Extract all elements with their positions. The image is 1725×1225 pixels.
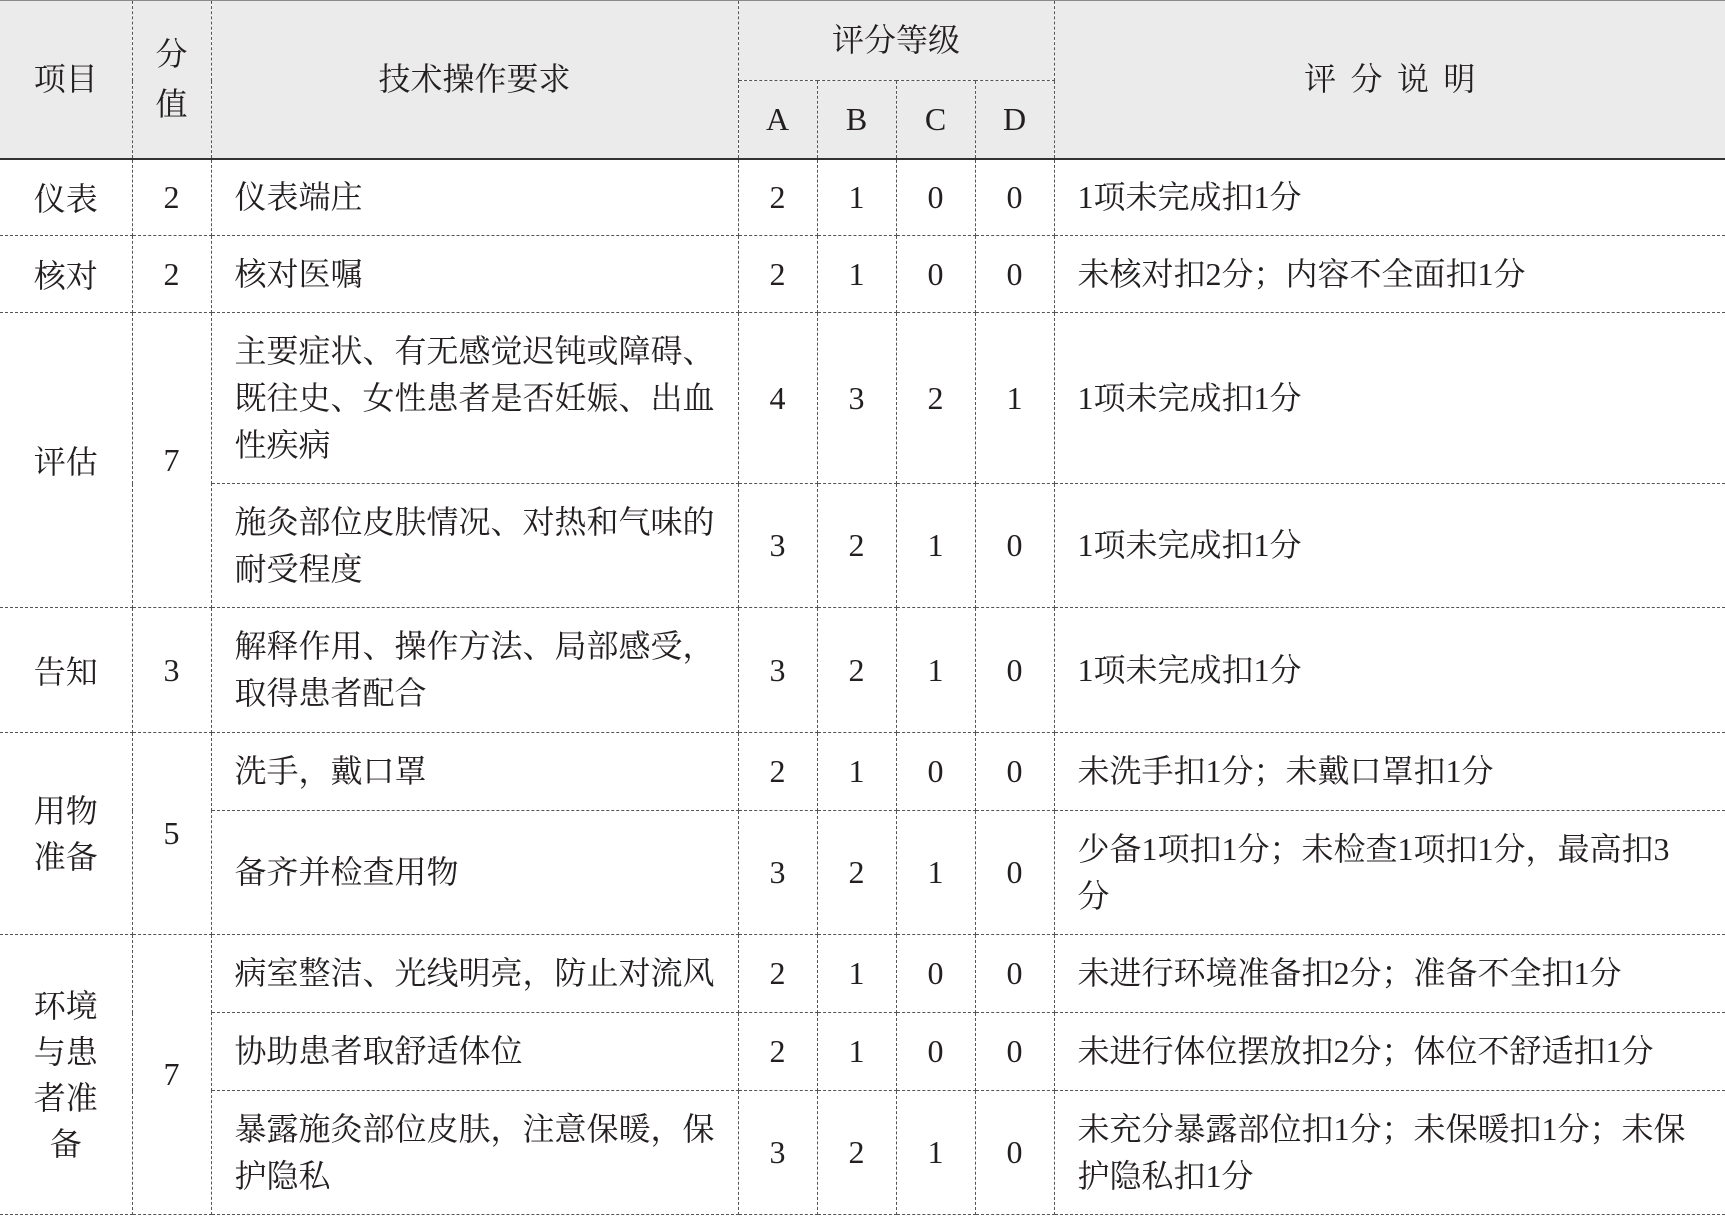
- item-label: 核对: [33, 257, 98, 294]
- table-body: [0, 159, 1725, 1215]
- header-row-top: [0, 1, 1725, 81]
- grade-a-cell: 2: [738, 1013, 817, 1091]
- grade-a-cell: 2: [738, 935, 817, 1013]
- item-label: 评估: [33, 443, 98, 480]
- requirement-cell: 核对医嘱: [211, 236, 738, 313]
- grade-c-cell: 0: [896, 733, 975, 811]
- item-cell: [0, 236, 132, 313]
- header-item: 项目: [0, 1, 132, 159]
- notes-cell: 未核对扣2分；内容不全面扣1分: [1054, 236, 1725, 313]
- table-row: [0, 236, 1725, 313]
- requirement-cell: 仪表端庄: [211, 159, 738, 236]
- header-score: [132, 1, 211, 159]
- grade-d-cell: 1: [975, 313, 1054, 484]
- grade-a-cell: 4: [738, 313, 817, 484]
- grade-a-cell: 3: [738, 1091, 817, 1215]
- grade-a-cell: 3: [738, 608, 817, 733]
- notes-cell: 少备1项扣1分；未检查1项扣1分，最高扣3分: [1054, 811, 1725, 935]
- grade-d-cell: 0: [975, 1091, 1054, 1215]
- table-row: [0, 484, 1725, 608]
- notes-cell: 1项未完成扣1分: [1054, 484, 1725, 608]
- notes-cell: 1项未完成扣1分: [1054, 313, 1725, 484]
- header-notes-label: 评分说明: [1304, 60, 1490, 97]
- requirement-cell: 洗手，戴口罩: [211, 733, 738, 811]
- grade-c-cell: 0: [896, 935, 975, 1013]
- grade-c-cell: 1: [896, 608, 975, 733]
- grade-b-cell: 2: [817, 811, 896, 935]
- grade-d-cell: 0: [975, 811, 1054, 935]
- grade-a-cell: 2: [738, 733, 817, 811]
- grade-d-cell: 0: [975, 935, 1054, 1013]
- item-cell: [0, 935, 132, 1215]
- grade-b-cell: 1: [817, 733, 896, 811]
- header-grade-c: C: [896, 81, 975, 159]
- grade-b-cell: 1: [817, 935, 896, 1013]
- grade-d-cell: 0: [975, 733, 1054, 811]
- header-requirement: 技术操作要求: [211, 1, 738, 159]
- grade-d-cell: 0: [975, 159, 1054, 236]
- header-grade-a: A: [738, 81, 817, 159]
- table-row: [0, 1013, 1725, 1091]
- grade-c-cell: 0: [896, 236, 975, 313]
- notes-cell: 未充分暴露部位扣1分；未保暖扣1分；未保护隐私扣1分: [1054, 1091, 1725, 1215]
- grade-c-cell: 0: [896, 159, 975, 236]
- header-grade-group: 评分等级: [738, 1, 1054, 81]
- header-score-label: 分值: [155, 36, 188, 123]
- table-row: [0, 313, 1725, 484]
- grade-b-cell: 3: [817, 313, 896, 484]
- requirement-cell: 病室整洁、光线明亮，防止对流风: [211, 935, 738, 1013]
- grade-b-cell: 1: [817, 159, 896, 236]
- table-row: [0, 811, 1725, 935]
- requirement-cell: 主要症状、有无感觉迟钝或障碍、既往史、女性患者是否妊娠、出血性疾病: [211, 313, 738, 484]
- score-cell: 7: [132, 935, 211, 1215]
- notes-cell: 未洗手扣1分；未戴口罩扣1分: [1054, 733, 1725, 811]
- requirement-cell: 解释作用、操作方法、局部感受，取得患者配合: [211, 608, 738, 733]
- grade-c-cell: 1: [896, 484, 975, 608]
- grade-c-cell: 0: [896, 1013, 975, 1091]
- header-grade-d: D: [975, 81, 1054, 159]
- notes-cell: 未进行体位摆放扣2分；体位不舒适扣1分: [1054, 1013, 1725, 1091]
- requirement-cell: 暴露施灸部位皮肤，注意保暖，保护隐私: [211, 1091, 738, 1215]
- item-cell: [0, 608, 132, 733]
- table-row: [0, 608, 1725, 733]
- requirement-cell: 备齐并检查用物: [211, 811, 738, 935]
- item-label: 环境与患者准备: [33, 987, 98, 1162]
- notes-cell: 1项未完成扣1分: [1054, 159, 1725, 236]
- grade-c-cell: 1: [896, 811, 975, 935]
- item-label: 用物准备: [33, 792, 98, 875]
- grade-d-cell: 0: [975, 236, 1054, 313]
- table-row: [0, 159, 1725, 236]
- item-label: 告知: [33, 653, 98, 690]
- header-grade-b: B: [817, 81, 896, 159]
- score-cell: 2: [132, 236, 211, 313]
- notes-cell: 未进行环境准备扣2分；准备不全扣1分: [1054, 935, 1725, 1013]
- requirement-cell: 施灸部位皮肤情况、对热和气味的耐受程度: [211, 484, 738, 608]
- grade-c-cell: 2: [896, 313, 975, 484]
- table-row: [0, 733, 1725, 811]
- grade-b-cell: 1: [817, 236, 896, 313]
- grade-d-cell: 0: [975, 1013, 1054, 1091]
- item-cell: [0, 313, 132, 608]
- item-cell: [0, 733, 132, 935]
- grade-b-cell: 2: [817, 1091, 896, 1215]
- score-cell: 3: [132, 608, 211, 733]
- grade-c-cell: 1: [896, 1091, 975, 1215]
- score-cell: 2: [132, 159, 211, 236]
- notes-cell: 1项未完成扣1分: [1054, 608, 1725, 733]
- score-cell: 7: [132, 313, 211, 608]
- grade-b-cell: 1: [817, 1013, 896, 1091]
- grade-a-cell: 2: [738, 159, 817, 236]
- grade-d-cell: 0: [975, 484, 1054, 608]
- item-label: 仪表: [33, 181, 98, 218]
- grade-a-cell: 2: [738, 236, 817, 313]
- grade-b-cell: 2: [817, 608, 896, 733]
- grade-b-cell: 2: [817, 484, 896, 608]
- requirement-cell: 协助患者取舒适体位: [211, 1013, 738, 1091]
- grade-d-cell: 0: [975, 608, 1054, 733]
- item-cell: [0, 159, 132, 236]
- score-cell: 5: [132, 733, 211, 935]
- table-row: [0, 1091, 1725, 1215]
- header-notes: [1054, 1, 1725, 159]
- table-header: [0, 1, 1725, 159]
- table-row: [0, 935, 1725, 1013]
- grade-a-cell: 3: [738, 484, 817, 608]
- grade-a-cell: 3: [738, 811, 817, 935]
